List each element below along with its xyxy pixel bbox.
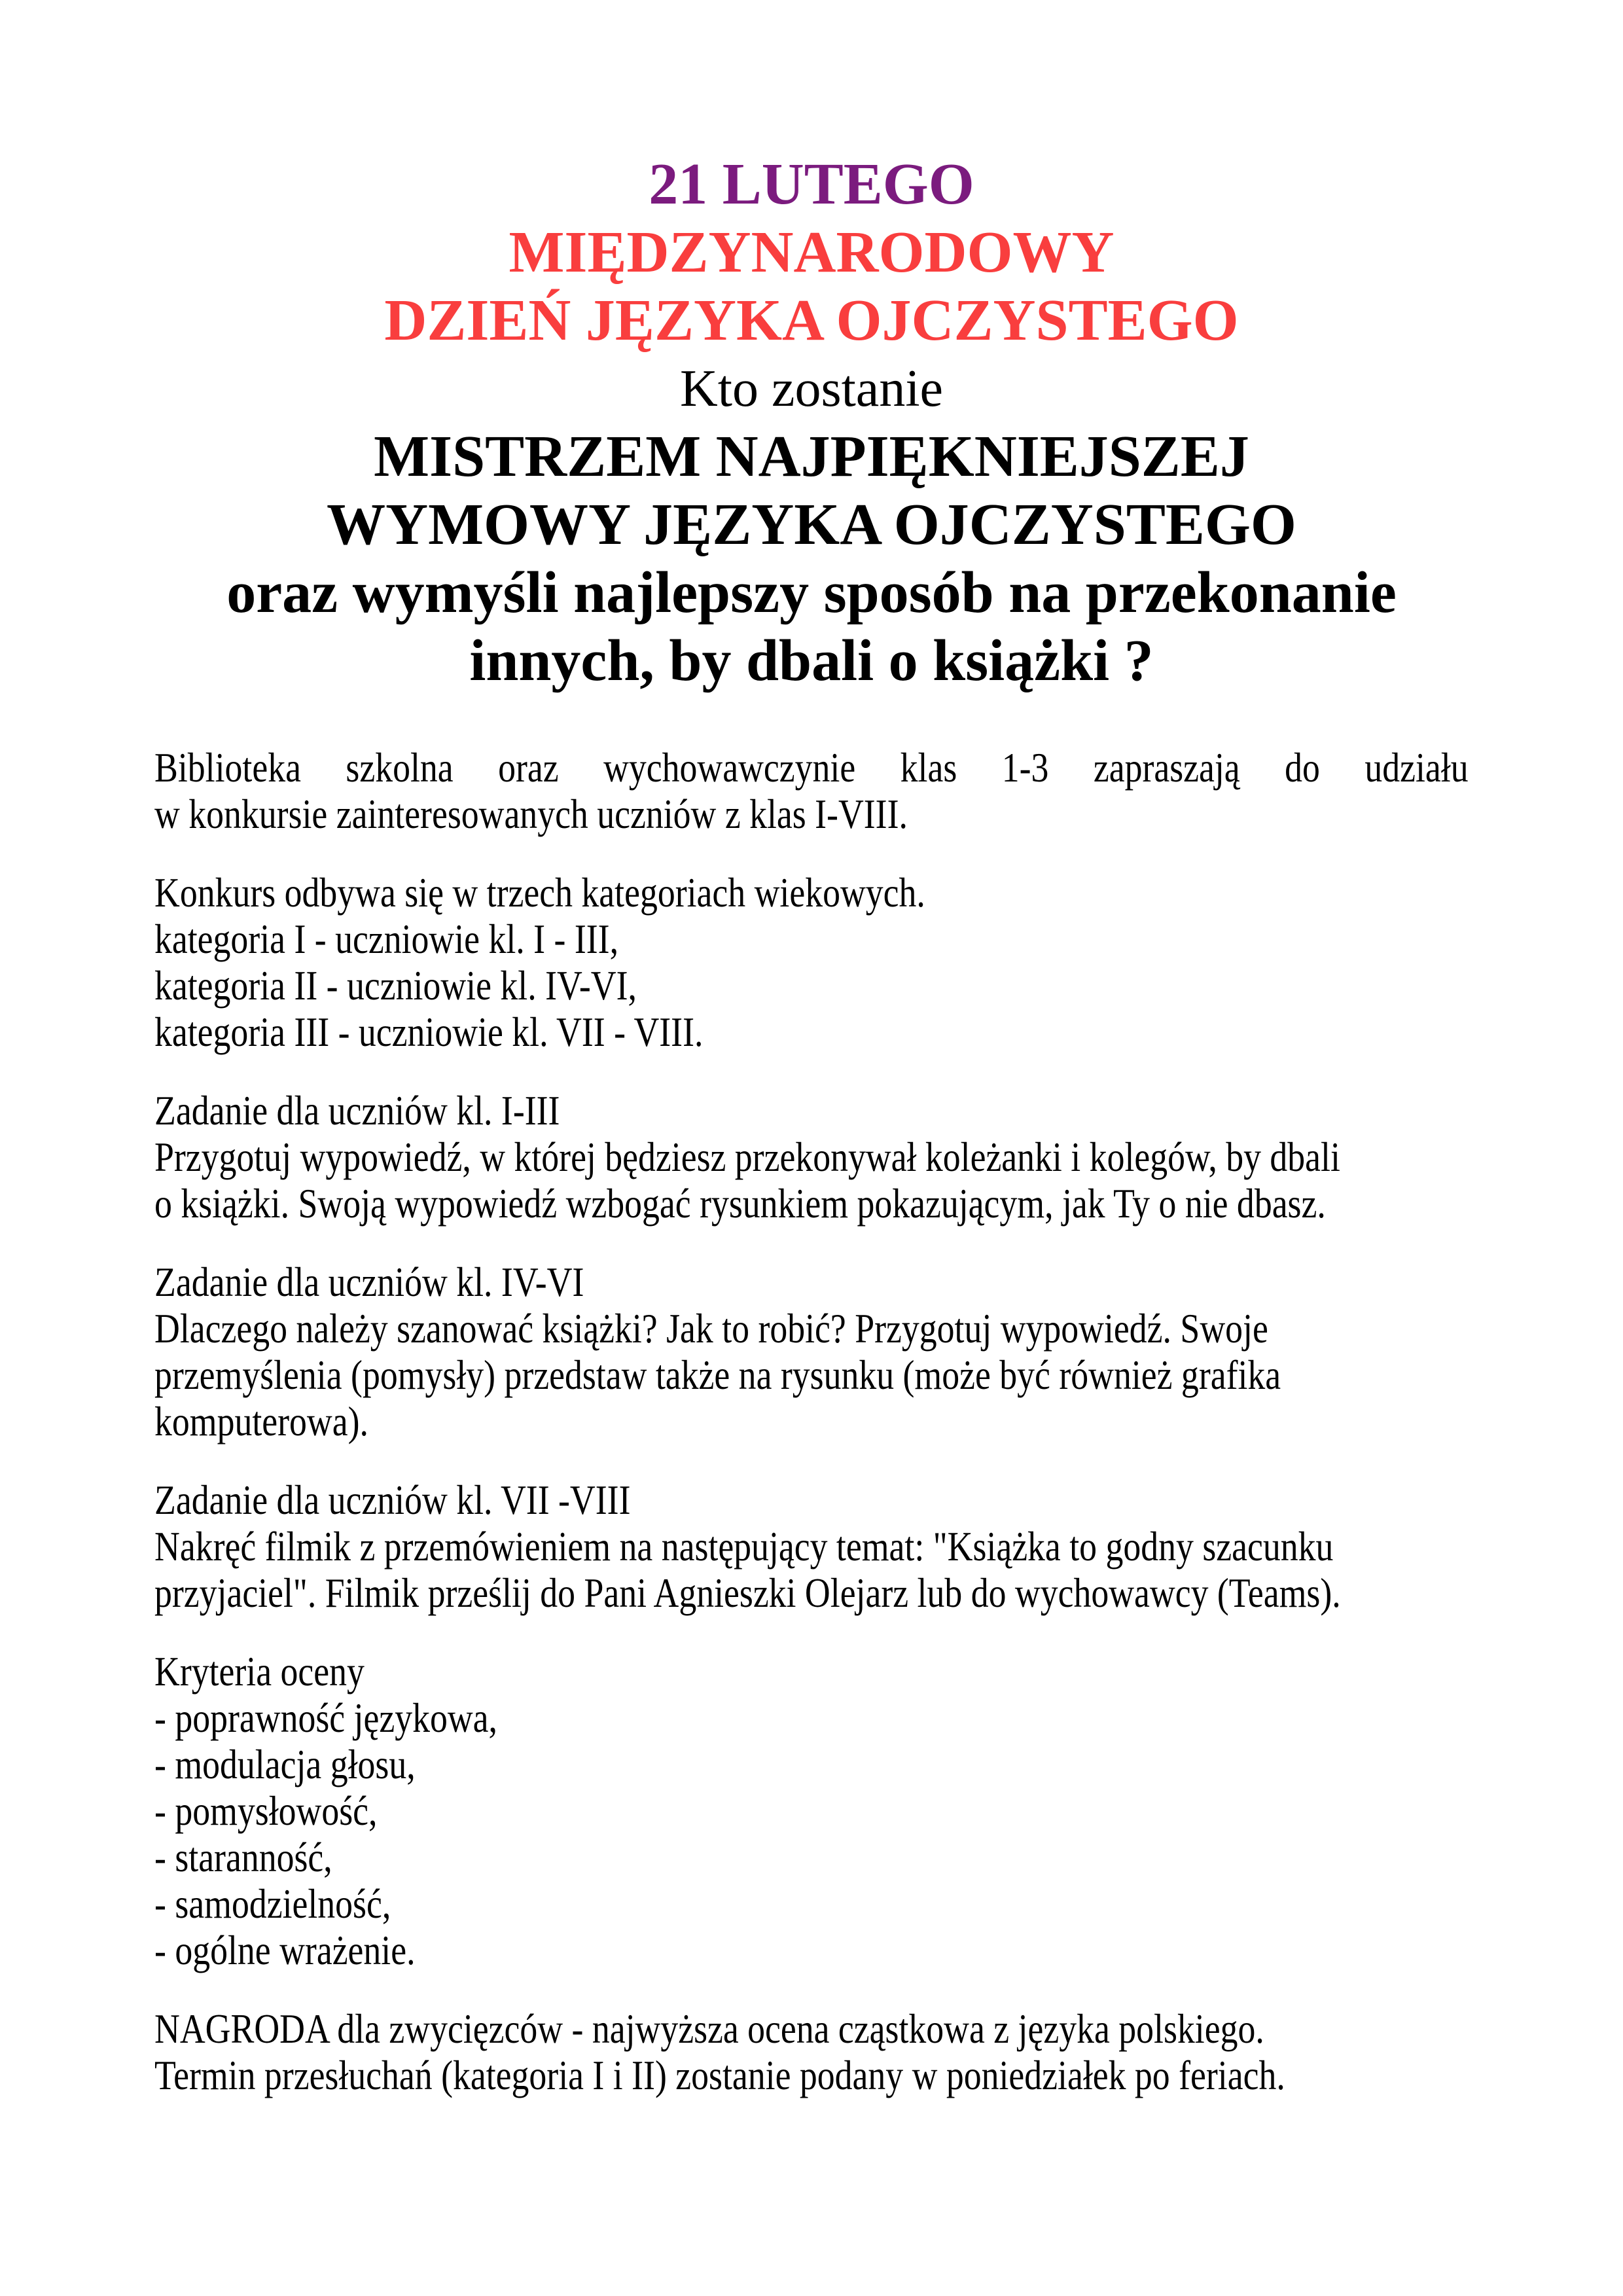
category-2-line: kategoria II - uczniowie kl. IV-VI,: [154, 962, 637, 1009]
title-contest-line-3: oraz wymyśli najlepszy sposób na przekonanie: [226, 560, 1397, 625]
criteria-title: Kryteria oceny: [154, 1648, 365, 1695]
task-1-line-2: o książki. Swoją wypowiedź wzbogać rysunkiem pokazującym, jak Ty o nie dbasz.: [154, 1180, 1326, 1227]
title-contest-line-4: innych, by dbali o książki ?: [469, 628, 1154, 693]
award-line-1: NAGRODA dla zwycięzców - najwyższa ocena cząstkowa z języka polskiego.: [154, 2005, 1264, 2052]
title-event-line-2: DZIEŃ JĘZYKA OJCZYSTEGO: [384, 288, 1239, 353]
task-3-paragraph: [154, 1477, 1469, 1616]
title-contest-line-2: WYMOWY JĘZYKA OJCZYSTEGO: [327, 492, 1296, 557]
criteria-paragraph: [154, 1648, 1469, 1973]
categories-intro-line: Konkurs odbywa się w trzech kategoriach wiekowych.: [154, 869, 925, 916]
task-2-line-1: Dlaczego należy szanować książki? Jak to robić? Przygotuj wypowiedź. Swoje: [154, 1305, 1268, 1352]
title-date: 21 LUTEGO: [649, 152, 974, 217]
criteria-item-2: - modulacja głosu,: [154, 1741, 416, 1787]
document-body: [154, 744, 1469, 2098]
title-contest-line-1: MISTRZEM NAJPIĘKNIEJSZEJ: [374, 424, 1249, 489]
criteria-item-3: - pomysłowość,: [154, 1787, 378, 1834]
category-3-line: kategoria III - uczniowie kl. VII - VIII.: [154, 1009, 704, 1055]
intro-line-2: w konkursie zainteresowanych uczniów z klas I-VIII.: [154, 791, 908, 837]
criteria-item-4: - staranność,: [154, 1834, 332, 1880]
intro-paragraph: [154, 744, 1469, 837]
criteria-item-5: - samodzielność,: [154, 1880, 391, 1927]
title-question-intro: Kto zostanie: [679, 360, 944, 418]
award-paragraph: [154, 2005, 1469, 2098]
task-3-line-2: przyjaciel". Filmik prześlij do Pani Agnieszki Olejarz lub do wychowawcy (Teams).: [154, 1570, 1341, 1616]
task-2-paragraph: [154, 1259, 1469, 1444]
award-line-2: Termin przesłuchań (kategoria I i II) zostanie podany w poniedziałek po feriach.: [154, 2052, 1285, 2098]
title-event-line-1: MIĘDZYNARODOWY: [508, 220, 1115, 285]
task-2-title: Zadanie dla uczniów kl. IV-VI: [154, 1259, 584, 1305]
task-1-title: Zadanie dla uczniów kl. I-III: [154, 1087, 560, 1134]
poster-title-block: [154, 0, 1469, 695]
criteria-item-6: - ogólne wrażenie.: [154, 1927, 416, 1973]
categories-paragraph: [154, 869, 1469, 1055]
task-3-title: Zadanie dla uczniów kl. VII -VIII: [154, 1477, 631, 1523]
task-3-line-1: Nakręć filmik z przemówieniem na następujący temat: "Książka to godny szacunku: [154, 1523, 1334, 1570]
criteria-item-1: - poprawność językowa,: [154, 1695, 497, 1741]
task-2-line-3: komputerowa).: [154, 1398, 368, 1444]
task-1-paragraph: [154, 1087, 1469, 1227]
category-1-line: kategoria I - uczniowie kl. I - III,: [154, 916, 619, 962]
task-2-line-2: przemyślenia (pomysły) przedstaw także na rysunku (może być również grafika: [154, 1352, 1281, 1398]
task-1-line-1: Przygotuj wypowiedź, w której będziesz przekonywał koleżanki i kolegów, by dbali: [154, 1134, 1340, 1180]
intro-line-1: Biblioteka szkolna oraz wychowawczynie klas 1-3 zapraszają do udziału: [154, 744, 1469, 791]
